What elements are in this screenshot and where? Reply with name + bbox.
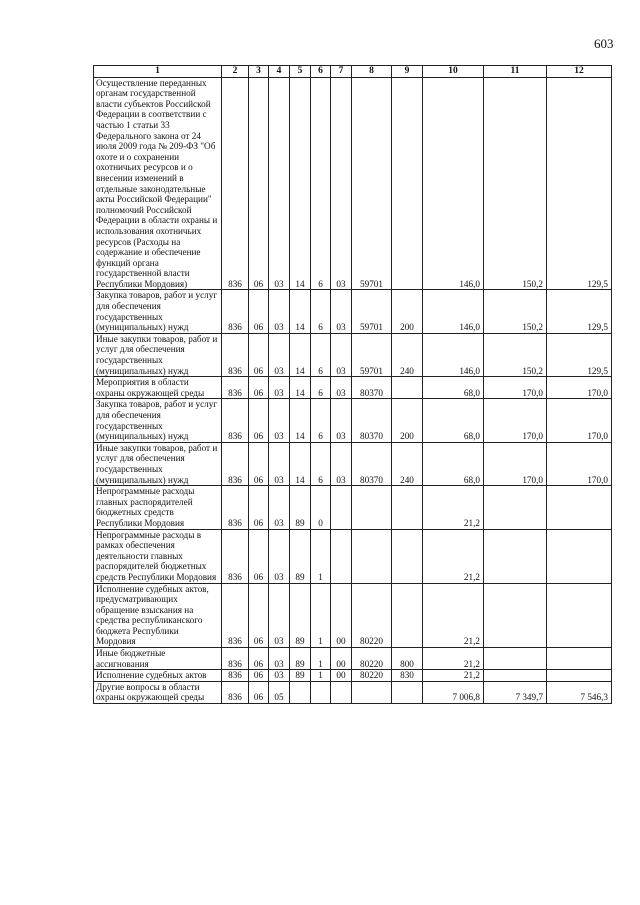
row-value-cell: 89: [290, 670, 311, 682]
row-value-cell: 14: [290, 290, 311, 333]
row-value-cell: 240: [392, 442, 423, 485]
row-value-cell: 240: [392, 333, 423, 376]
row-value-cell: 80220: [352, 670, 392, 682]
row-value-cell: 21,2: [423, 583, 484, 648]
row-value-cell: 6: [311, 399, 331, 442]
row-value-cell: 03: [269, 77, 290, 290]
row-value-cell: 6: [311, 377, 331, 399]
column-header: 2: [222, 66, 249, 78]
row-value-cell: 59701: [352, 333, 392, 376]
row-value-cell: 14: [290, 377, 311, 399]
table-row: [94, 399, 612, 442]
column-header: 8: [352, 66, 392, 78]
row-value-cell: 170,0: [547, 442, 612, 485]
row-value-cell: 06: [249, 583, 269, 648]
row-value-cell: 836: [222, 290, 249, 333]
row-value-cell: 1: [311, 529, 331, 583]
row-value-cell: 150,2: [484, 290, 547, 333]
row-value-cell: 836: [222, 583, 249, 648]
row-value-cell: 146,0: [423, 77, 484, 290]
row-value-cell: 836: [222, 670, 249, 682]
row-value-cell: 89: [290, 583, 311, 648]
row-value-cell: 836: [222, 442, 249, 485]
row-value-cell: 06: [249, 681, 269, 703]
row-value-cell: [392, 529, 423, 583]
row-value-cell: [311, 681, 331, 703]
row-value-cell: 830: [392, 670, 423, 682]
row-value-cell: 80370: [352, 442, 392, 485]
row-value-cell: 21,2: [423, 529, 484, 583]
row-value-cell: 06: [249, 529, 269, 583]
row-value-cell: 836: [222, 77, 249, 290]
row-value-cell: [392, 377, 423, 399]
column-header: 3: [249, 66, 269, 78]
row-name-cell: Мероприятия в области охраны окружающей среды: [94, 377, 222, 399]
row-value-cell: 03: [269, 377, 290, 399]
row-value-cell: 146,0: [423, 290, 484, 333]
row-value-cell: 170,0: [547, 399, 612, 442]
row-value-cell: 59701: [352, 290, 392, 333]
row-value-cell: 150,2: [484, 333, 547, 376]
column-header: 6: [311, 66, 331, 78]
row-value-cell: 1: [311, 648, 331, 670]
row-name-cell: Осуществление переданных органам государственной власти субъектов Российской Федерации в соответствии с частью 1 статьи 33 Федерального закона от 24 июля 2009 года № 209-ФЗ "Об охоте и о сохранении охотничьих ресурсов и о внесении изменений в отдельные законодательные акты Российской Федерации" полномочий Российской Федерации в области охраны и использования охотничьих ресурсов (Расходы на содержание и обеспечение функций органа государственной власти Республики Мордовия): [94, 77, 222, 290]
column-header: 7: [331, 66, 352, 78]
row-value-cell: 6: [311, 290, 331, 333]
row-value-cell: 150,2: [484, 77, 547, 290]
row-value-cell: 06: [249, 648, 269, 670]
row-value-cell: 03: [269, 486, 290, 529]
row-value-cell: 68,0: [423, 377, 484, 399]
row-value-cell: 89: [290, 648, 311, 670]
table-row: [94, 442, 612, 485]
row-value-cell: 836: [222, 377, 249, 399]
table-row: [94, 486, 612, 529]
table-row: [94, 77, 612, 290]
row-name-cell: Иные бюджетные ассигнования: [94, 648, 222, 670]
row-value-cell: 03: [269, 333, 290, 376]
row-value-cell: 14: [290, 77, 311, 290]
table-body: [94, 77, 612, 703]
row-value-cell: [331, 486, 352, 529]
row-value-cell: 6: [311, 333, 331, 376]
row-value-cell: 836: [222, 486, 249, 529]
row-value-cell: 7 546,3: [547, 681, 612, 703]
row-value-cell: [331, 681, 352, 703]
row-value-cell: [392, 681, 423, 703]
row-value-cell: 14: [290, 333, 311, 376]
row-value-cell: 80220: [352, 583, 392, 648]
row-name-cell: Иные закупки товаров, работ и услуг для обеспечения государственных (муниципальных) нужд: [94, 333, 222, 376]
row-name-cell: Непрограммные расходы в рамках обеспечения деятельности главных распорядителей бюджетных средств Республики Мордовия: [94, 529, 222, 583]
row-value-cell: 03: [331, 290, 352, 333]
row-value-cell: 06: [249, 399, 269, 442]
row-value-cell: 200: [392, 399, 423, 442]
row-value-cell: 836: [222, 681, 249, 703]
budget-table: [93, 65, 612, 704]
header-row: [94, 66, 612, 78]
row-value-cell: 00: [331, 583, 352, 648]
row-value-cell: [484, 648, 547, 670]
row-value-cell: 03: [269, 648, 290, 670]
row-value-cell: 06: [249, 442, 269, 485]
row-name-cell: Другие вопросы в области охраны окружающей среды: [94, 681, 222, 703]
row-name-cell: Закупка товаров, работ и услуг для обеспечения государственных (муниципальных) нужд: [94, 399, 222, 442]
row-value-cell: 836: [222, 399, 249, 442]
row-value-cell: 03: [331, 333, 352, 376]
row-value-cell: [547, 670, 612, 682]
row-name-cell: Иные закупки товаров, работ и услуг для обеспечения государственных (муниципальных) нужд: [94, 442, 222, 485]
row-value-cell: 1: [311, 583, 331, 648]
row-value-cell: 21,2: [423, 486, 484, 529]
row-value-cell: 03: [331, 77, 352, 290]
row-value-cell: [547, 529, 612, 583]
row-value-cell: 03: [269, 442, 290, 485]
row-name-cell: Непрограммные расходы главных распорядителей бюджетных средств Республики Мордовия: [94, 486, 222, 529]
table-row: [94, 670, 612, 682]
row-value-cell: 170,0: [484, 377, 547, 399]
row-value-cell: 03: [331, 377, 352, 399]
column-header: 12: [547, 66, 612, 78]
row-value-cell: [352, 486, 392, 529]
row-value-cell: 200: [392, 290, 423, 333]
row-value-cell: [392, 77, 423, 290]
page-number: 603: [594, 36, 614, 51]
row-value-cell: 129,5: [547, 77, 612, 290]
row-value-cell: 68,0: [423, 399, 484, 442]
row-value-cell: 0: [311, 486, 331, 529]
row-value-cell: 7 006,8: [423, 681, 484, 703]
row-value-cell: 170,0: [547, 377, 612, 399]
row-value-cell: 03: [269, 529, 290, 583]
column-header: 10: [423, 66, 484, 78]
row-value-cell: 59701: [352, 77, 392, 290]
row-value-cell: 03: [331, 442, 352, 485]
row-value-cell: [484, 583, 547, 648]
row-value-cell: 06: [249, 290, 269, 333]
row-value-cell: 170,0: [484, 399, 547, 442]
row-value-cell: 89: [290, 486, 311, 529]
row-value-cell: [547, 648, 612, 670]
row-name-cell: Исполнение судебных актов, предусматривающих обращение взыскания на средства республиканского бюджета Республики Мордовия: [94, 583, 222, 648]
column-header: 5: [290, 66, 311, 78]
row-value-cell: 80370: [352, 399, 392, 442]
row-value-cell: 89: [290, 529, 311, 583]
row-value-cell: [484, 529, 547, 583]
row-value-cell: [352, 529, 392, 583]
row-value-cell: 06: [249, 486, 269, 529]
column-header: 9: [392, 66, 423, 78]
row-value-cell: 1: [311, 670, 331, 682]
row-value-cell: 836: [222, 648, 249, 670]
row-value-cell: 03: [269, 290, 290, 333]
row-value-cell: 170,0: [484, 442, 547, 485]
row-value-cell: 03: [269, 399, 290, 442]
row-value-cell: 7 349,7: [484, 681, 547, 703]
row-value-cell: 06: [249, 377, 269, 399]
row-value-cell: 129,5: [547, 290, 612, 333]
row-value-cell: [352, 681, 392, 703]
column-header: 11: [484, 66, 547, 78]
row-value-cell: [331, 529, 352, 583]
row-value-cell: 146,0: [423, 333, 484, 376]
table-row: [94, 681, 612, 703]
row-value-cell: 80370: [352, 377, 392, 399]
table-row: [94, 583, 612, 648]
row-value-cell: 06: [249, 333, 269, 376]
row-value-cell: 00: [331, 670, 352, 682]
row-value-cell: [484, 486, 547, 529]
row-value-cell: 68,0: [423, 442, 484, 485]
column-header: 4: [269, 66, 290, 78]
row-value-cell: [290, 681, 311, 703]
row-value-cell: [547, 486, 612, 529]
row-value-cell: 03: [269, 583, 290, 648]
row-value-cell: [392, 486, 423, 529]
row-value-cell: [484, 670, 547, 682]
row-value-cell: 05: [269, 681, 290, 703]
row-value-cell: [547, 583, 612, 648]
row-value-cell: 836: [222, 529, 249, 583]
row-value-cell: 21,2: [423, 670, 484, 682]
row-value-cell: 836: [222, 333, 249, 376]
row-value-cell: 6: [311, 77, 331, 290]
row-value-cell: 80220: [352, 648, 392, 670]
row-value-cell: 00: [331, 648, 352, 670]
row-value-cell: 03: [269, 670, 290, 682]
row-value-cell: 129,5: [547, 333, 612, 376]
table-row: [94, 377, 612, 399]
row-value-cell: 800: [392, 648, 423, 670]
row-name-cell: Исполнение судебных актов: [94, 670, 222, 682]
column-header: 1: [94, 66, 222, 78]
row-value-cell: 14: [290, 442, 311, 485]
row-value-cell: 21,2: [423, 648, 484, 670]
row-value-cell: 6: [311, 442, 331, 485]
row-value-cell: 06: [249, 670, 269, 682]
row-name-cell: Закупка товаров, работ и услуг для обеспечения государственных (муниципальных) нужд: [94, 290, 222, 333]
table-row: [94, 333, 612, 376]
row-value-cell: 14: [290, 399, 311, 442]
row-value-cell: [392, 583, 423, 648]
row-value-cell: 06: [249, 77, 269, 290]
table-row: [94, 648, 612, 670]
row-value-cell: 03: [331, 399, 352, 442]
table-row: [94, 290, 612, 333]
table-row: [94, 529, 612, 583]
